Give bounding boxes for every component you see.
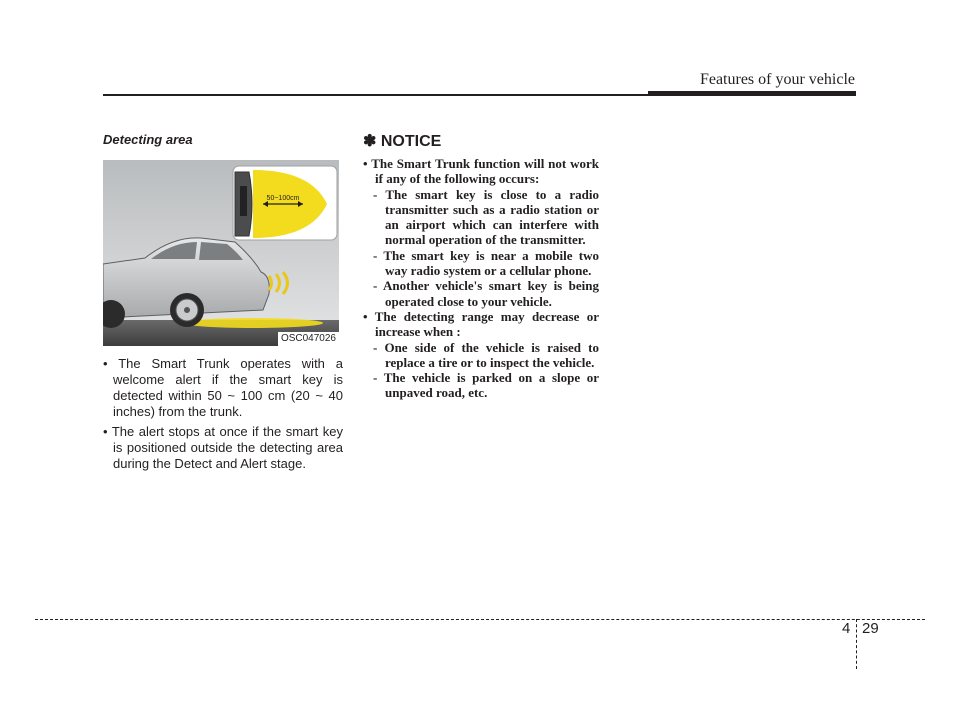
notice-sub-item: - The smart key is close to a radio transmitter such as a radio station or an airport which can interfere with normal operation of the transmitter. <box>363 187 599 248</box>
figure-code: OSC047026 <box>278 332 339 346</box>
notice-sub-item: - Another vehicle's smart key is being operated close to your vehicle. <box>363 278 599 309</box>
running-header: Features of your vehicle <box>699 71 855 88</box>
notice-box <box>363 132 599 401</box>
notice-item: • The detecting range may decrease or increase when : <box>363 309 599 340</box>
notice-sub-item: - One side of the vehicle is raised to replace a tire or to inspect the vehicle. <box>363 340 599 371</box>
footer-divider <box>856 619 857 669</box>
car-illustration <box>103 160 339 346</box>
footer-rule <box>35 619 925 620</box>
detecting-area-figure <box>103 160 339 346</box>
chapter-number: 4 <box>842 620 851 637</box>
bullet-item: • The alert stops at once if the smart key is positioned outside the detecting area during the Detect and Alert stage. <box>103 424 343 472</box>
section-heading: Detecting area <box>103 132 193 147</box>
distance-label: 50~100cm <box>266 195 300 202</box>
notice-sub-item: - The smart key is near a mobile two way radio system or a cellular phone. <box>363 248 599 279</box>
left-column <box>103 132 343 476</box>
header-rule <box>103 94 663 96</box>
notice-item: • The Smart Trunk function will not work if any of the following occurs: <box>363 156 599 187</box>
notice-title: ✽ NOTICE <box>363 133 442 150</box>
page-number: 29 <box>862 620 879 637</box>
header-rule-accent <box>648 91 856 96</box>
bullet-item: • The Smart Trunk operates with a welcome alert if the smart key is detected within 50 ~ 100 cm (20 ~ 40 inches) from the trunk. <box>103 356 343 420</box>
bullet-list <box>103 356 343 472</box>
notice-sub-item: - The vehicle is parked on a slope or unpaved road, etc. <box>363 370 599 401</box>
